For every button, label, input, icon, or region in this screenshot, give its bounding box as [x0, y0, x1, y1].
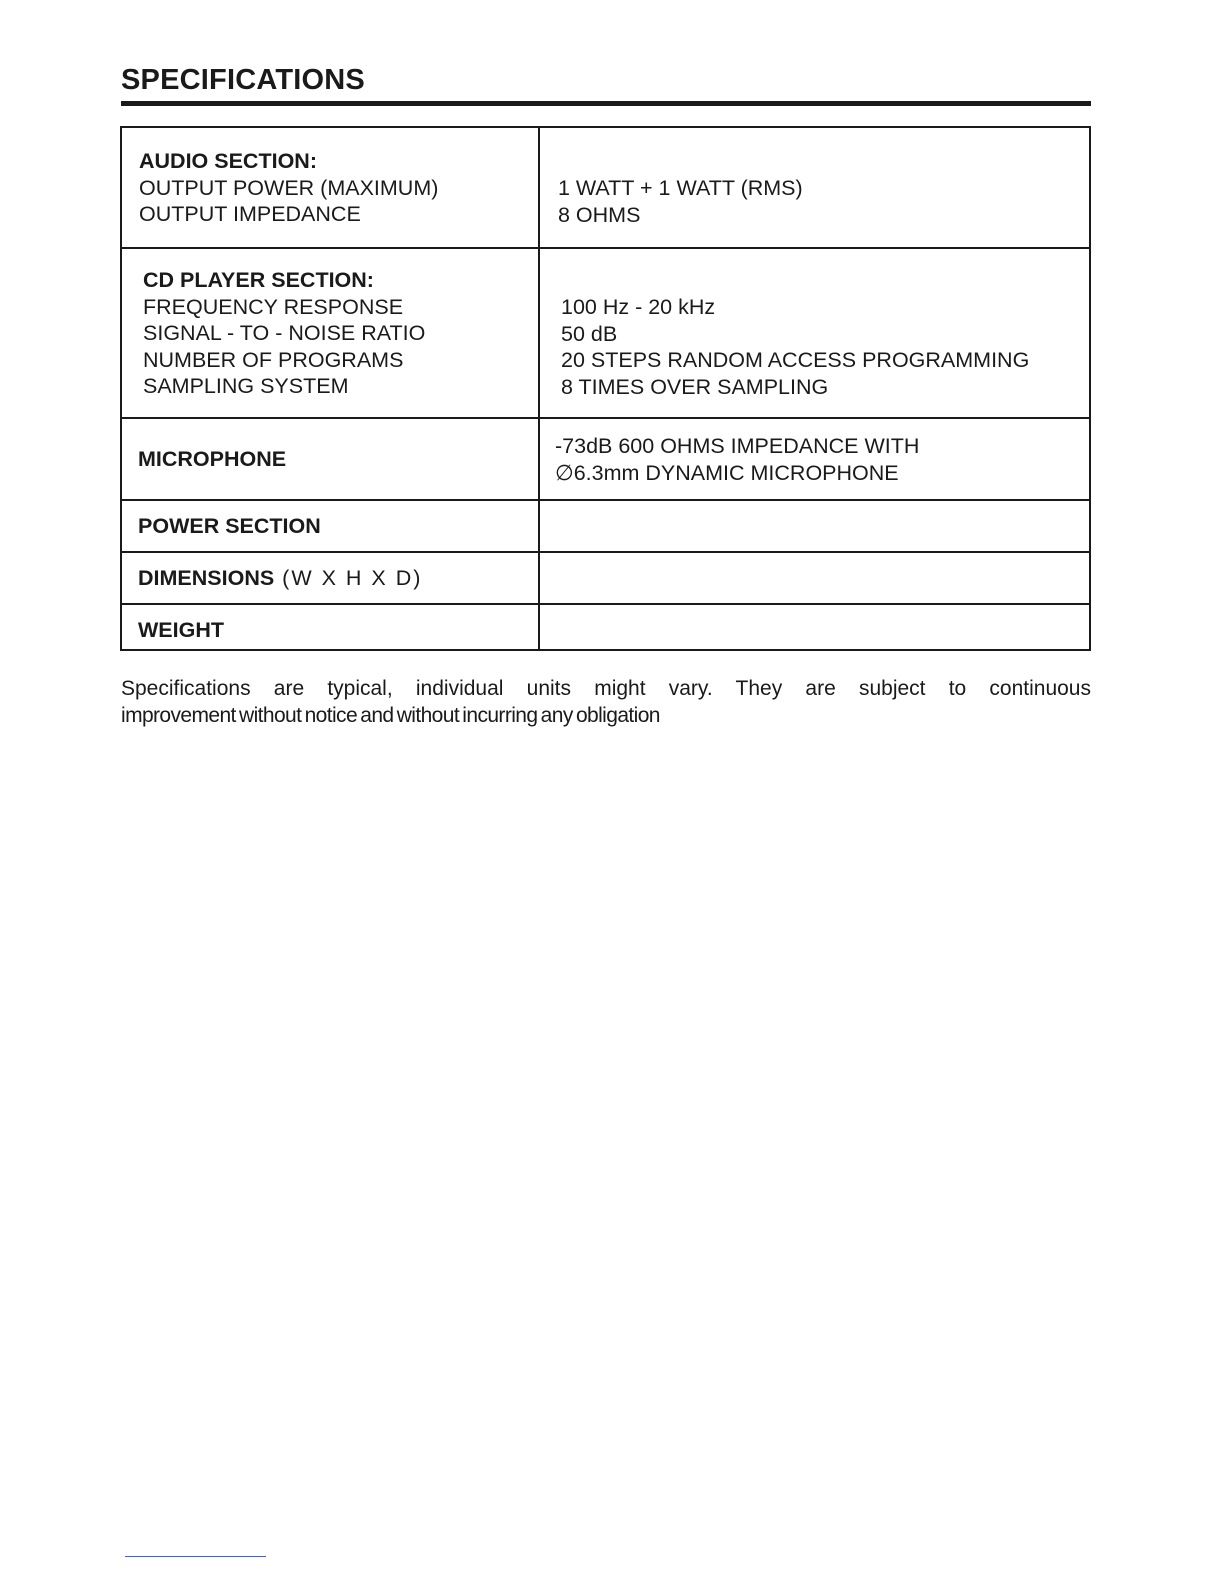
spec-label: FREQUENCY RESPONSE: [143, 294, 404, 319]
disclaimer-line: improvement without notice and without incurring any obligation: [121, 703, 660, 727]
column-divider: [538, 249, 540, 417]
spec-value: 100 Hz - 20 kHz: [561, 295, 716, 319]
spec-value: 50 dB: [561, 321, 618, 346]
footer-link-underline: [125, 1556, 266, 1557]
cd-player-section-row: [122, 249, 1089, 419]
spec-value: -73dB 600 OHMS IMPEDANCE WITH: [555, 434, 920, 458]
specifications-disclaimer: [121, 676, 1091, 729]
column-divider: [538, 419, 540, 499]
column-divider: [538, 605, 540, 651]
weight-heading: WEIGHT: [138, 618, 224, 642]
microphone-row: [122, 419, 1089, 501]
spec-value: 8 OHMS: [558, 202, 641, 227]
column-divider: [538, 128, 540, 247]
title-underline: [121, 101, 1091, 106]
audio-section-labels: [139, 148, 438, 228]
spec-label: NUMBER OF PROGRAMS: [143, 347, 404, 372]
audio-section-values: [558, 175, 803, 228]
spec-label: SIGNAL - TO - NOISE RATIO: [143, 321, 426, 345]
audio-section-row: [122, 128, 1089, 249]
dimensions-heading: DIMENSIONS: [138, 566, 275, 590]
spec-value: 20 STEPS RANDOM ACCESS PROGRAMMING: [561, 348, 1030, 372]
audio-section-heading: AUDIO SECTION:: [139, 149, 317, 173]
spec-value: 8 TIMES OVER SAMPLING: [561, 374, 829, 399]
dimensions-heading-suffix: (W X H X D): [274, 566, 423, 590]
spec-label: OUTPUT IMPEDANCE: [139, 202, 361, 226]
column-divider: [538, 553, 540, 603]
microphone-values: [555, 433, 919, 486]
cd-section-labels: [143, 267, 425, 400]
page-title: SPECIFICATIONS: [121, 64, 365, 96]
power-section-row: [122, 501, 1089, 553]
cd-section-values: [561, 294, 1029, 400]
cd-section-heading: CD PLAYER SECTION:: [143, 268, 374, 292]
disclaimer-line: Specifications are typical, individual units might vary. They are subject to continuous: [121, 677, 1091, 700]
dimensions-label: [138, 565, 422, 592]
specifications-table: [120, 126, 1091, 651]
spec-value: 1 WATT + 1 WATT (RMS): [558, 176, 803, 200]
dimensions-row: [122, 553, 1089, 605]
weight-row: [122, 605, 1089, 651]
spec-label: OUTPUT POWER (MAXIMUM): [139, 175, 439, 200]
column-divider: [538, 501, 540, 551]
spec-value: ∅6.3mm DYNAMIC MICROPHONE: [555, 460, 899, 485]
microphone-heading: MICROPHONE: [138, 447, 287, 471]
spec-label: SAMPLING SYSTEM: [143, 374, 349, 398]
power-section-heading: POWER SECTION: [138, 514, 321, 538]
